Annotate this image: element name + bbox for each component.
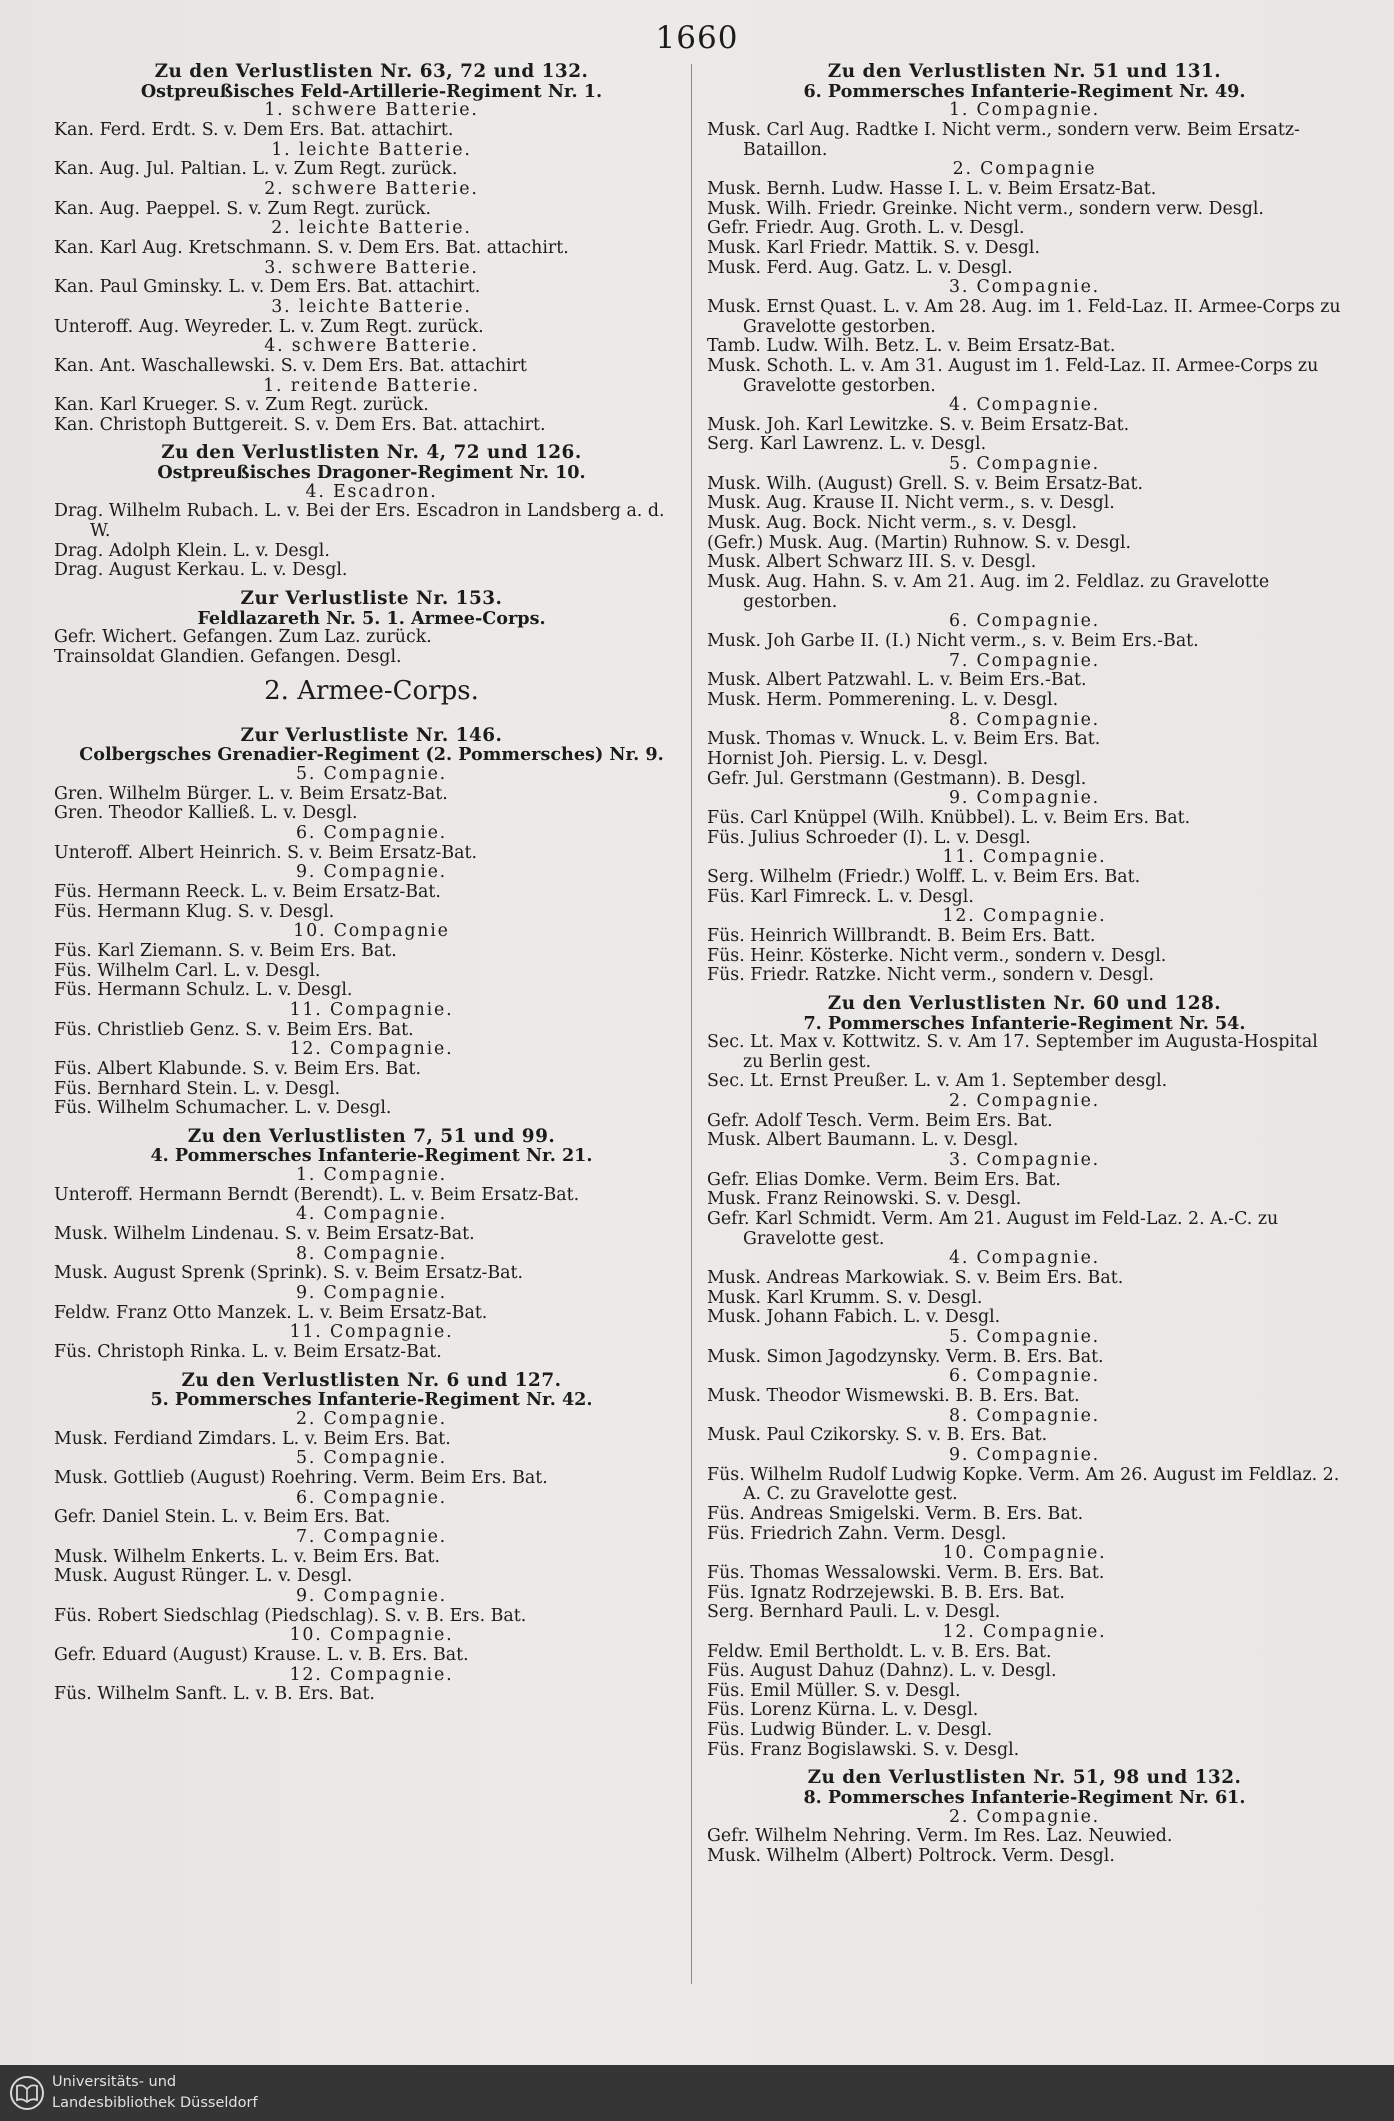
casualty-entry: Musk. Wilhelm Lindenau. S. v. Beim Ersatz-Bat. bbox=[54, 1225, 475, 1245]
casualty-entry: Musk. Theodor Wismewski. B. B. Ers. Bat. bbox=[707, 1386, 1080, 1406]
casualty-entry: Musk. Joh. Karl Lewitzke. S. v. Beim Ersatz-Bat. bbox=[707, 415, 1130, 435]
casualty-entry: Kan. Ferd. Erdt. S. v. Dem Ers. Bat. attachirt. bbox=[54, 120, 454, 140]
company-subheading: 2. schwere Batterie. bbox=[264, 179, 479, 199]
casualty-entry: Musk. Gottlieb (August) Roehring. Verm. Beim Ers. Bat. bbox=[54, 1468, 548, 1488]
list-reference-heading: Zur Verlustliste Nr. 153. bbox=[240, 589, 503, 609]
spacer bbox=[54, 581, 689, 589]
casualty-entry: Kan. Paul Gminsky. L. v. Dem Ers. Bat. attachirt. bbox=[54, 278, 481, 298]
library-footer bbox=[0, 2065, 1394, 2121]
casualty-entry: Füs. Karl Fimreck. L. v. Desgl. bbox=[707, 887, 974, 907]
casualty-entry: Füs. Bernhard Stein. L. v. Desgl. bbox=[54, 1079, 341, 1099]
casualty-entry: Musk. Andreas Markowiak. S. v. Beim Ers. Bat. bbox=[707, 1269, 1124, 1289]
company-subheading: 3. leichte Batterie. bbox=[271, 297, 472, 317]
casualty-entry: (Gefr.) Musk. Aug. (Martin) Ruhnow. S. v. Desgl. bbox=[707, 533, 1132, 553]
company-subheading: 12. Compagnie. bbox=[942, 1622, 1107, 1642]
company-subheading: 9. Compagnie. bbox=[295, 1284, 447, 1304]
casualty-entry: Füs. Andreas Smigelski. Verm. B. Ers. Bat. bbox=[707, 1504, 1084, 1524]
casualty-entry: Füs. Franz Bogislawski. S. v. Desgl. bbox=[707, 1740, 1020, 1760]
company-subheading: 1. Compagnie. bbox=[948, 101, 1100, 121]
casualty-entry: Kan. Aug. Jul. Paltian. L. v. Zum Regt. zurück. bbox=[54, 160, 458, 180]
company-subheading: 12. Compagnie. bbox=[942, 907, 1107, 927]
company-subheading: 11. Compagnie. bbox=[289, 1323, 454, 1343]
casualty-entry: Musk. Wilhelm (Albert) Poltrock. Verm. Desgl. bbox=[707, 1847, 1115, 1867]
company-subheading: 1. Compagnie. bbox=[295, 1166, 447, 1186]
casualty-entry: Musk. Schoth. L. v. Am 31. August im 1. Feld-Laz. II. Armee-Corps zu Gravelotte gestorben. bbox=[707, 356, 1319, 396]
library-name bbox=[52, 2072, 258, 2114]
company-subheading: 10. Compagnie. bbox=[289, 1626, 454, 1646]
casualty-entry: Füs. Wilhelm Schumacher. L. v. Desgl. bbox=[54, 1099, 392, 1119]
company-subheading: 5. Compagnie. bbox=[295, 1449, 447, 1469]
company-subheading: 4. Escadron. bbox=[305, 482, 438, 502]
casualty-entry: Gren. Wilhelm Bürger. L. v. Beim Ersatz-Bat. bbox=[54, 784, 448, 804]
casualty-entry: Musk. Johann Fabich. L. v. Desgl. bbox=[707, 1308, 1001, 1328]
casualty-entry: Musk. Herm. Pommerening. L. v. Desgl. bbox=[707, 691, 1059, 710]
list-reference-heading: Zu den Verlustlisten Nr. 60 und 128. bbox=[827, 993, 1222, 1014]
company-subheading: 3. Compagnie. bbox=[948, 278, 1100, 298]
section-heading: 2. Armee-Corps. bbox=[264, 675, 479, 706]
company-subheading: 12. Compagnie. bbox=[289, 1665, 454, 1685]
company-subheading: 12. Compagnie. bbox=[289, 1040, 454, 1060]
regiment-heading: 8. Pommersches Infanterie-Regiment Nr. 61. bbox=[803, 1788, 1246, 1808]
casualty-entry: Musk. Aug. Krause II. Nicht verm., s. v. Desgl. bbox=[707, 494, 1115, 514]
regiment-heading: Colbergsches Grenadier-Regiment (2. Pommersches) Nr. 9. bbox=[79, 745, 664, 765]
casualty-entry: Musk. Wilh. Friedr. Greinke. Nicht verm., sondern verw. Desgl. bbox=[707, 199, 1264, 219]
casualty-entry: Füs. Lorenz Kürna. L. v. Desgl. bbox=[707, 1701, 979, 1721]
casualty-entry: Füs. Christoph Rinka. L. v. Beim Ersatz-Bat. bbox=[54, 1343, 442, 1363]
company-subheading: 3. schwere Batterie. bbox=[264, 258, 479, 278]
casualty-entry: Musk. Ferdiand Zimdars. L. v. Beim Ers. Bat. bbox=[54, 1429, 451, 1449]
casualty-entry: Musk. Ferd. Aug. Gatz. L. v. Desgl. bbox=[707, 258, 1013, 278]
regiment-heading: Ostpreußisches Dragoner-Regiment Nr. 10. bbox=[157, 463, 586, 483]
regiment-heading: Feldlazareth Nr. 5. 1. Armee-Corps. bbox=[197, 608, 546, 629]
casualty-entry: Kan. Ant. Waschallewski. S. v. Dem Ers. Bat. attachirt bbox=[54, 356, 527, 376]
company-subheading: 2. Compagnie. bbox=[948, 1092, 1100, 1112]
casualty-entry: Füs. Heinrich Willbrandt. B. Beim Ers. Batt. bbox=[707, 926, 1096, 946]
company-subheading: 11. Compagnie. bbox=[942, 848, 1107, 868]
casualty-entry: Füs. Julius Schroeder (I). L. v. Desgl. bbox=[707, 828, 1031, 848]
casualty-entry: Musk. Carl Aug. Radtke I. Nicht verm., sondern verw. Beim Ersatz-Bataillon. bbox=[707, 120, 1300, 160]
casualty-entry: Drag. August Kerkau. L. v. Desgl. bbox=[54, 561, 348, 581]
company-subheading: 6. Compagnie. bbox=[948, 612, 1100, 632]
list-reference-heading: Zu den Verlustlisten 7, 51 und 99. bbox=[187, 1126, 556, 1147]
casualty-entry: Musk. Karl Friedr. Mattik. S. v. Desgl. bbox=[707, 238, 1040, 258]
casualty-entry: Füs. Hermann Klug. S. v. Desgl. bbox=[54, 902, 335, 922]
casualty-entry: Kan. Christoph Buttgereit. S. v. Dem Ers. Bat. attachirt. bbox=[54, 415, 546, 435]
list-reference-heading: Zur Verlustliste Nr. 146. bbox=[240, 725, 503, 746]
casualty-entry: Musk. Paul Czikorsky. S. v. B. Ers. Bat. bbox=[707, 1426, 1048, 1446]
casualty-entry: Serg. Karl Lawrenz. L. v. Desgl. bbox=[707, 435, 987, 455]
casualty-entry: Musk. Albert Schwarz III. S. v. Desgl. bbox=[707, 553, 1037, 573]
company-subheading: 9. Compagnie. bbox=[295, 1586, 447, 1606]
regiment-heading: 5. Pommersches Infanterie-Regiment Nr. 42. bbox=[150, 1390, 593, 1410]
casualty-entry: Gefr. Eduard (August) Krause. L. v. B. Ers. Bat. bbox=[54, 1645, 469, 1665]
company-subheading: 3. Compagnie. bbox=[948, 1151, 1100, 1171]
list-reference-heading: Zu den Verlustlisten Nr. 51, 98 und 132. bbox=[807, 1768, 1242, 1789]
column-divider bbox=[691, 64, 692, 1984]
casualty-entry: Füs. Wilhelm Carl. L. v. Desgl. bbox=[54, 961, 321, 981]
casualty-entry: Serg. Wilhelm (Friedr.) Wolff. L. v. Beim Ers. Bat. bbox=[707, 867, 1141, 887]
casualty-entry: Füs. Hermann Schulz. L. v. Desgl. bbox=[54, 981, 353, 1001]
ulb-logo-icon bbox=[9, 2075, 45, 2111]
list-reference-heading: Zu den Verlustlisten Nr. 4, 72 und 126. bbox=[161, 443, 582, 464]
company-subheading: 5. Compagnie. bbox=[295, 765, 447, 784]
list-reference-heading: Zu den Verlustlisten Nr. 6 und 127. bbox=[181, 1370, 562, 1391]
casualty-entry: Unteroff. Aug. Weyreder. L. v. Zum Regt. zurück. bbox=[54, 317, 484, 337]
company-subheading: 4. Compagnie. bbox=[948, 396, 1100, 416]
casualty-entry: Musk. Joh Garbe II. (I.) Nicht verm., s. v. Beim Ers.-Bat. bbox=[707, 632, 1199, 652]
regiment-heading: Ostpreußisches Feld-Artillerie-Regiment Nr. 1. bbox=[140, 81, 603, 102]
casualty-entry: Füs. Heinr. Kösterke. Nicht verm., sondern v. Desgl. bbox=[707, 946, 1167, 966]
casualty-entry: Unteroff. Hermann Berndt (Berendt). L. v. Beim Ersatz-Bat. bbox=[54, 1185, 580, 1205]
casualty-entry: Musk. Ernst Quast. L. v. Am 28. Aug. im 1. Feld-Laz. II. Armee-Corps zu Gravelotte gestorben. bbox=[707, 297, 1341, 337]
company-subheading: 5. Compagnie. bbox=[948, 455, 1100, 475]
casualty-entry: Füs. Friedrich Zahn. Verm. Desgl. bbox=[707, 1524, 1007, 1544]
casualty-entry: Tamb. Ludw. Wilh. Betz. L. v. Beim Ersatz-Bat. bbox=[707, 337, 1116, 357]
list-reference-heading: Zu den Verlustlisten Nr. 63, 72 und 132. bbox=[154, 62, 589, 82]
casualty-entry: Gefr. Elias Domke. Verm. Beim Ers. Bat. bbox=[707, 1170, 1061, 1190]
right-column bbox=[707, 62, 1342, 1867]
company-subheading: 6. Compagnie. bbox=[295, 823, 447, 843]
casualty-entry: Drag. Wilhelm Rubach. L. v. Bei der Ers. Escadron in Landsberg a. d. W. bbox=[54, 502, 665, 542]
company-subheading: 11. Compagnie. bbox=[289, 1000, 454, 1020]
casualty-entry: Füs. Ludwig Bünder. L. v. Desgl. bbox=[707, 1721, 993, 1741]
casualty-entry: Drag. Adolph Klein. L. v. Desgl. bbox=[54, 541, 330, 561]
company-subheading: 6. Compagnie. bbox=[948, 1367, 1100, 1387]
company-subheading: 1. schwere Batterie. bbox=[264, 101, 479, 121]
company-subheading: 2. leichte Batterie. bbox=[271, 219, 472, 239]
casualty-entry: Feldw. Franz Otto Manzek. L. v. Beim Ersatz-Bat. bbox=[54, 1303, 488, 1323]
casualty-entry: Kan. Aug. Paeppel. S. v. Zum Regt. zurück. bbox=[54, 199, 432, 219]
casualty-entry: Füs. Hermann Reeck. L. v. Beim Ersatz-Bat. bbox=[54, 882, 441, 902]
casualty-entry: Füs. Robert Siedschlag (Piedschlag). S. v. B. Ers. Bat. bbox=[54, 1606, 527, 1626]
casualty-entry: Gefr. Wilhelm Nehring. Verm. Im Res. Laz. Neuwied. bbox=[707, 1827, 1173, 1847]
casualty-entry: Gefr. Jul. Gerstmann (Gestmann). B. Desgl. bbox=[707, 769, 1087, 789]
casualty-entry: Musk. Albert Baumann. L. v. Desgl. bbox=[707, 1131, 1019, 1151]
company-subheading: 1. leichte Batterie. bbox=[271, 140, 472, 160]
regiment-heading: 4. Pommersches Infanterie-Regiment Nr. 21. bbox=[150, 1146, 593, 1167]
casualty-entry: Musk. Karl Krumm. S. v. Desgl. bbox=[707, 1288, 983, 1308]
casualty-entry: Hornist Joh. Piersig. L. v. Desgl. bbox=[707, 749, 989, 769]
company-subheading: 9. Compagnie. bbox=[948, 789, 1100, 809]
casualty-entry: Serg. Bernhard Pauli. L. v. Desgl. bbox=[707, 1603, 1001, 1623]
spacer bbox=[54, 1363, 689, 1371]
company-subheading: 7. Compagnie. bbox=[948, 651, 1100, 671]
library-name-line-2: Landesbibliothek Düsseldorf bbox=[52, 2095, 258, 2111]
casualty-entry: Füs. Albert Klabunde. S. v. Beim Ers. Bat. bbox=[54, 1059, 422, 1079]
casualty-entry: Musk. Thomas v. Wnuck. L. v. Beim Ers. Bat. bbox=[707, 730, 1101, 750]
casualty-entry: Füs. Wilhelm Rudolf Ludwig Kopke. Verm. Am 26. August im Feldlaz. 2. A. C. zu Gravelotte gest. bbox=[707, 1465, 1340, 1505]
casualty-entry: Füs. Christlieb Genz. S. v. Beim Ers. Bat. bbox=[54, 1020, 414, 1040]
company-subheading: 8. Compagnie. bbox=[948, 710, 1100, 730]
left-column bbox=[54, 62, 689, 1705]
spacer bbox=[707, 986, 1342, 994]
company-subheading: 4. schwere Batterie. bbox=[264, 337, 479, 357]
company-subheading: 2. Compagnie bbox=[952, 160, 1097, 180]
casualty-entry: Sec. Lt. Ernst Preußer. L. v. Am 1. September desgl. bbox=[707, 1072, 1168, 1092]
casualty-entry: Musk. August Rünger. L. v. Desgl. bbox=[54, 1567, 353, 1587]
casualty-entry: Musk. Simon Jagodzynsky. Verm. B. Ers. Bat. bbox=[707, 1347, 1104, 1367]
casualty-entry: Feldw. Emil Bertholdt. L. v. B. Ers. Bat. bbox=[707, 1642, 1052, 1662]
company-subheading: 8. Compagnie. bbox=[948, 1406, 1100, 1426]
casualty-entry: Musk. Wilhelm Enkerts. L. v. Beim Ers. Bat. bbox=[54, 1547, 441, 1567]
casualty-entry: Musk. Aug. Bock. Nicht verm., s. v. Desgl. bbox=[707, 514, 1077, 534]
company-subheading: 9. Compagnie. bbox=[948, 1445, 1100, 1465]
list-reference-heading: Zu den Verlustlisten Nr. 51 und 131. bbox=[827, 62, 1222, 82]
casualty-entry: Füs. Friedr. Ratzke. Nicht verm., sondern v. Desgl. bbox=[707, 966, 1154, 986]
casualty-entry: Musk. Albert Patzwahl. L. v. Beim Ers.-Bat. bbox=[707, 671, 1087, 691]
casualty-entry: Gefr. Karl Schmidt. Verm. Am 21. August im Feld-Laz. 2. A.-C. zu Gravelotte gest. bbox=[707, 1210, 1279, 1249]
company-subheading: 7. Compagnie. bbox=[295, 1527, 447, 1547]
casualty-entry: Musk. Bernh. Ludw. Hasse I. L. v. Beim Ersatz-Bat. bbox=[707, 179, 1157, 199]
library-name-line-1: Universitäts- und bbox=[52, 2074, 177, 2090]
casualty-entry: Kan. Karl Aug. Kretschmann. S. v. Dem Ers. Bat. attachirt. bbox=[54, 238, 569, 258]
casualty-entry: Trainsoldat Glandien. Gefangen. Desgl. bbox=[54, 648, 402, 668]
company-subheading: 2. Compagnie. bbox=[948, 1807, 1100, 1827]
casualty-entry: Sec. Lt. Max v. Kottwitz. S. v. Am 17. September im Augusta-Hospital zu Berlin gest. bbox=[707, 1033, 1318, 1072]
casualty-entry: Füs. August Dahuz (Dahnz). L. v. Desgl. bbox=[707, 1662, 1057, 1682]
casualty-entry: Füs. Karl Ziemann. S. v. Beim Ers. Bat. bbox=[54, 941, 397, 961]
casualty-entry: Gefr. Wichert. Gefangen. Zum Laz. zurück. bbox=[54, 628, 432, 648]
company-subheading: 1. reitende Batterie. bbox=[263, 376, 480, 396]
casualty-entry: Gefr. Adolf Tesch. Verm. Beim Ers. Bat. bbox=[707, 1111, 1053, 1131]
regiment-heading: 6. Pommersches Infanterie-Regiment Nr. 49. bbox=[803, 81, 1246, 102]
company-subheading: 10. Compagnie. bbox=[942, 1544, 1107, 1564]
company-subheading: 4. Compagnie. bbox=[295, 1205, 447, 1225]
casualty-entry: Gefr. Daniel Stein. L. v. Beim Ers. Bat. bbox=[54, 1508, 391, 1528]
casualty-entry: Füs. Wilhelm Sanft. L. v. B. Ers. Bat. bbox=[54, 1685, 375, 1705]
spacer bbox=[54, 718, 689, 726]
company-subheading: 10. Compagnie bbox=[293, 922, 450, 942]
casualty-entry: Musk. Franz Reinowski. S. v. Desgl. bbox=[707, 1190, 1022, 1210]
casualty-entry: Musk. Wilh. (August) Grell. S. v. Beim Ersatz-Bat. bbox=[707, 474, 1144, 494]
casualty-entry: Füs. Ignatz Rodrzejewski. B. B. Ers. Bat. bbox=[707, 1583, 1065, 1603]
casualty-entry: Unteroff. Albert Heinrich. S. v. Beim Ersatz-Bat. bbox=[54, 843, 477, 863]
company-subheading: 2. Compagnie. bbox=[295, 1410, 447, 1429]
company-subheading: 5. Compagnie. bbox=[948, 1328, 1100, 1347]
casualty-entry: Füs. Carl Knüppel (Wilh. Knübbel). L. v. Beim Ers. Bat. bbox=[707, 808, 1191, 828]
spacer bbox=[54, 435, 689, 443]
company-subheading: 8. Compagnie. bbox=[295, 1244, 447, 1264]
spacer bbox=[54, 1119, 689, 1127]
casualty-entry: Gefr. Friedr. Aug. Groth. L. v. Desgl. bbox=[707, 219, 1025, 239]
company-subheading: 4. Compagnie. bbox=[948, 1249, 1100, 1269]
page-number: 1660 bbox=[655, 20, 739, 56]
spacer bbox=[707, 1760, 1342, 1768]
casualty-entry: Musk. Aug. Hahn. S. v. Am 21. Aug. im 2. Feldlaz. zu Gravelotte gestorben. bbox=[707, 573, 1270, 612]
casualty-entry: Gren. Theodor Kalließ. L. v. Desgl. bbox=[54, 804, 358, 824]
casualty-entry: Musk. August Sprenk (Sprink). S. v. Beim Ersatz-Bat. bbox=[54, 1264, 524, 1284]
regiment-heading: 7. Pommersches Infanterie-Regiment Nr. 54. bbox=[803, 1013, 1246, 1034]
company-subheading: 6. Compagnie. bbox=[295, 1488, 447, 1508]
company-subheading: 9. Compagnie. bbox=[295, 863, 447, 883]
casualty-entry: Füs. Emil Müller. S. v. Desgl. bbox=[707, 1681, 961, 1701]
casualty-entry: Füs. Thomas Wessalowski. Verm. B. Ers. Bat. bbox=[707, 1563, 1105, 1583]
casualty-entry: Kan. Karl Krueger. S. v. Zum Regt. zurück. bbox=[54, 396, 429, 416]
